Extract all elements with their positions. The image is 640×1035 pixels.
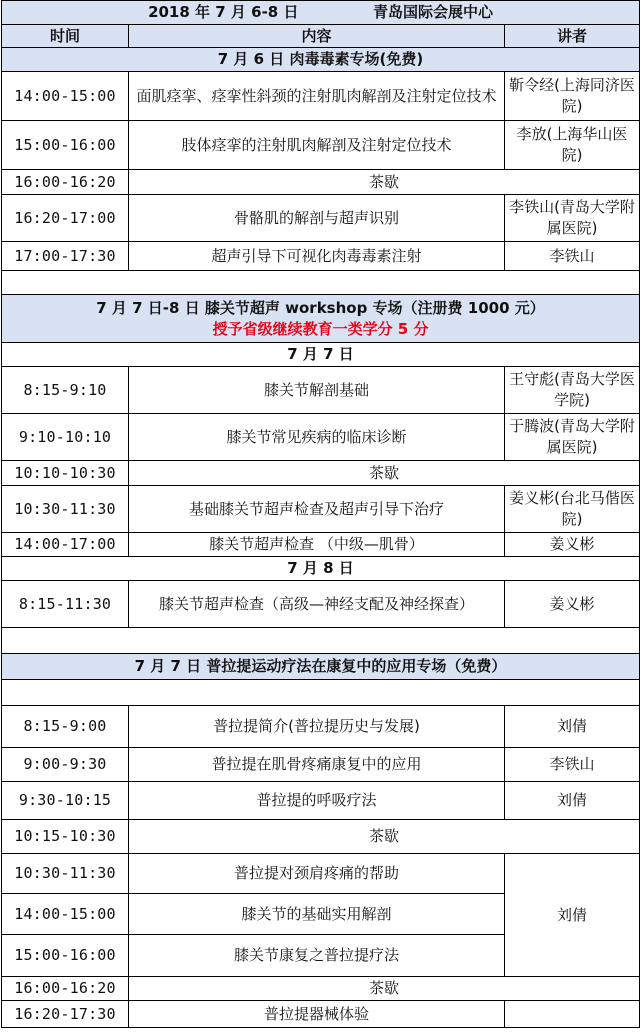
content-cell: 骨骼肌的解剖与超声识别 (129, 195, 505, 242)
table-row (2, 170, 640, 195)
time-cell: 10:10-10:30 (2, 461, 129, 486)
break-cell: 茶歇 (129, 820, 640, 854)
table-row (2, 121, 640, 170)
column-header-row (2, 25, 640, 48)
table-row (2, 782, 640, 820)
event-venue: 青岛国际会展中心 (372, 3, 493, 21)
table-row (2, 706, 640, 748)
time-cell: 10:30-11:30 (2, 854, 129, 894)
content-cell: 基础膝关节超声检查及超声引导下治疗 (129, 486, 505, 533)
col-time-header: 时间 (2, 25, 129, 48)
content-cell: 膝关节超声检查 （中级—肌骨） (129, 533, 505, 557)
time-cell: 15:00-16:00 (2, 935, 129, 977)
time-cell: 9:30-10:15 (2, 782, 129, 820)
table-row (2, 1001, 640, 1028)
section-header (2, 48, 640, 72)
time-cell: 10:30-11:30 (2, 486, 129, 533)
day-header (2, 557, 640, 581)
time-cell: 8:15-9:00 (2, 706, 129, 748)
time-cell: 8:15-9:10 (2, 367, 129, 414)
content-cell: 膝关节超声检查（高级—神经支配及神经探查） (129, 581, 505, 628)
break-cell: 茶歇 (129, 170, 640, 195)
section2-credit: 授予省级继续教育一类学分 5 分 (212, 319, 429, 338)
table-row (2, 486, 640, 533)
time-cell: 16:20-17:30 (2, 1001, 129, 1028)
content-cell: 普拉提的呼吸疗法 (129, 782, 505, 820)
time-cell: 10:15-10:30 (2, 820, 129, 854)
break-cell: 茶歇 (129, 461, 640, 486)
day2-label: 7 月 8 日 (2, 557, 640, 581)
table-row (2, 748, 640, 782)
spacer-row (2, 628, 640, 654)
speaker-cell: 王守彪(青岛大学医学院) (505, 367, 640, 414)
table-row (2, 72, 640, 121)
time-cell: 15:00-16:00 (2, 121, 129, 170)
time-cell: 16:00-16:20 (2, 977, 129, 1001)
table-row (2, 977, 640, 1001)
spacer-row (2, 680, 640, 706)
time-cell: 14:00-15:00 (2, 894, 129, 935)
time-cell: 16:00-16:20 (2, 170, 129, 195)
speaker-cell: 刘倩 (505, 782, 640, 820)
speaker-cell: 李铁山 (505, 242, 640, 271)
title-row (2, 1, 640, 25)
speaker-cell: 李铁山 (505, 748, 640, 782)
content-cell: 肢体痉挛的注射肌肉解剖及注射定位技术 (129, 121, 505, 170)
section1-title: 7 月 6 日 肉毒毒素专场(免费) (2, 48, 640, 72)
schedule-table (1, 0, 640, 1028)
content-cell: 膝关节康复之普拉提疗法 (129, 935, 505, 977)
content-cell: 普拉提在肌骨疼痛康复中的应用 (129, 748, 505, 782)
speaker-cell: 姜义彬 (505, 533, 640, 557)
time-cell: 16:20-17:00 (2, 195, 129, 242)
content-cell: 面肌痉挛、痉挛性斜颈的注射肌肉解剖及注射定位技术 (129, 72, 505, 121)
section-header (2, 654, 640, 680)
table-row (2, 581, 640, 628)
col-content-header: 内容 (129, 25, 505, 48)
table-row (2, 242, 640, 271)
time-cell: 17:00-17:30 (2, 242, 129, 271)
schedule (1, 0, 639, 1028)
section-header (2, 295, 640, 343)
content-cell: 普拉提器械体验 (129, 1001, 505, 1028)
speaker-cell: 李铁山(青岛大学附属医院) (505, 195, 640, 242)
table-row (2, 533, 640, 557)
speaker-cell: 姜义彬(台北马偕医院) (505, 486, 640, 533)
speaker-cell: 刘倩 (505, 706, 640, 748)
time-cell: 14:00-15:00 (2, 72, 129, 121)
speaker-cell: 姜义彬 (505, 581, 640, 628)
content-cell: 普拉提对颈肩疼痛的帮助 (129, 854, 505, 894)
content-cell: 超声引导下可视化肉毒毒素注射 (129, 242, 505, 271)
content-cell: 膝关节的基础实用解剖 (129, 894, 505, 935)
speaker-cell: 刘倩 (505, 854, 640, 977)
event-date: 2018 年 7 月 6-8 日 (148, 3, 299, 21)
section3-title: 7 月 7 日 普拉提运动疗法在康复中的应用专场（免费） (2, 654, 640, 680)
time-cell: 9:00-9:30 (2, 748, 129, 782)
spacer-row (2, 271, 640, 295)
table-row (2, 854, 640, 894)
speaker-cell: 于腾波(青岛大学附属医院) (505, 414, 640, 461)
speaker-cell: 李放(上海华山医院) (505, 121, 640, 170)
speaker-cell (505, 1001, 640, 1028)
col-speaker-header: 讲者 (505, 25, 640, 48)
table-row (2, 461, 640, 486)
content-cell: 普拉提简介(普拉提历史与发展) (129, 706, 505, 748)
day-header (2, 343, 640, 367)
section2-title: 7 月 7 日-8 日 膝关节超声 workshop 专场（注册费 1000 元） (96, 298, 545, 317)
time-cell: 14:00-17:00 (2, 533, 129, 557)
time-cell: 9:10-10:10 (2, 414, 129, 461)
time-cell: 8:15-11:30 (2, 581, 129, 628)
content-cell: 膝关节解剖基础 (129, 367, 505, 414)
speaker-cell: 靳令经(上海同济医院) (505, 72, 640, 121)
table-row (2, 195, 640, 242)
day1-label: 7 月 7 日 (2, 343, 640, 367)
content-cell: 膝关节常见疾病的临床诊断 (129, 414, 505, 461)
table-row (2, 414, 640, 461)
table-row (2, 367, 640, 414)
break-cell: 茶歇 (129, 977, 640, 1001)
table-row (2, 820, 640, 854)
